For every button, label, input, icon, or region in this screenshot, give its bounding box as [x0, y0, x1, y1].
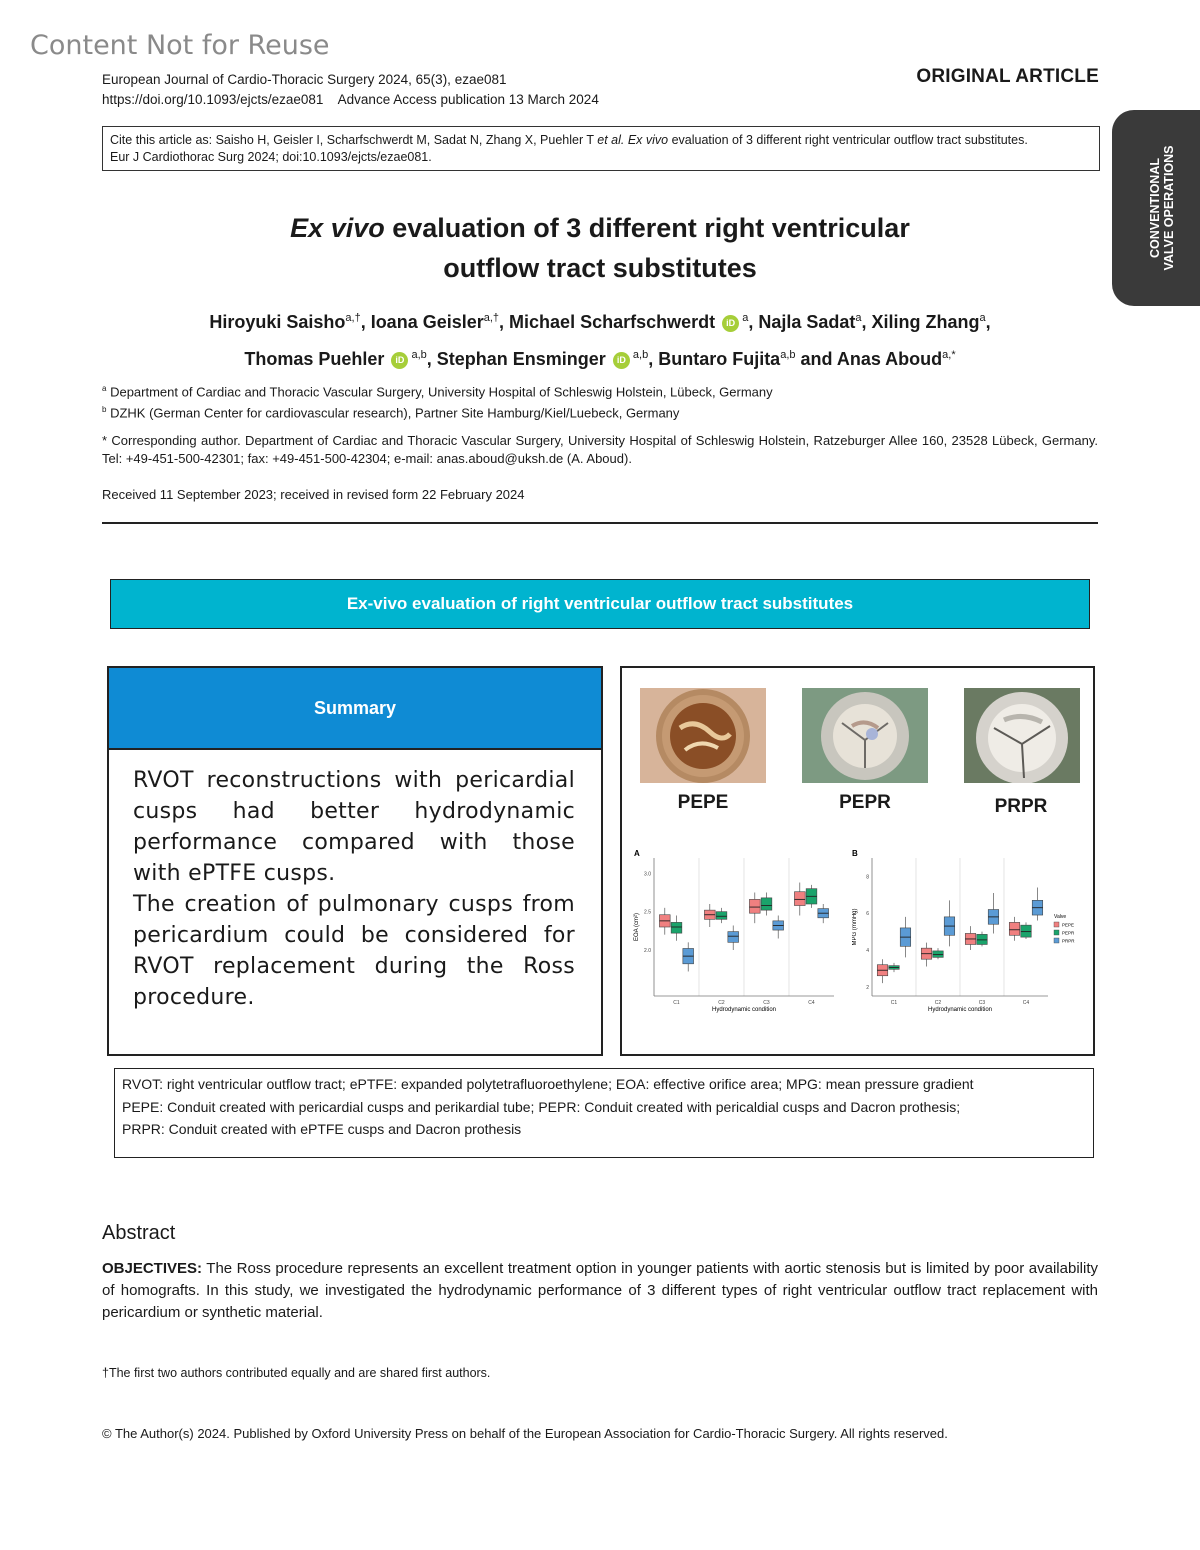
received-dates: Received 11 September 2023; received in revised form 22 February 2024	[102, 487, 525, 502]
box-pepr	[761, 898, 772, 910]
x-tick-label: C4	[808, 1000, 815, 1006]
author-8-affil: a,b	[780, 349, 796, 361]
journal-doi[interactable]: https://doi.org/10.1093/ejcts/ezae081 Advance Access publication 13 March 2024	[102, 92, 599, 107]
article-type: ORIGINAL ARTICLE	[916, 66, 1099, 87]
box-pepr	[933, 951, 943, 957]
affil-b-mark: b	[102, 405, 107, 415]
legend-swatch	[1054, 938, 1059, 943]
objectives-text: The Ross procedure represents an excellent treatment option in younger patients with aortic stenosis but is limited by poor availability of homografts. In this study, we investigated the hydrodynamic performance of 3 different types of right ventricular outflow tract replacement with pericardium or synthetic material.	[102, 1260, 1098, 1321]
orcid-icon[interactable]: iD	[391, 352, 408, 369]
box-pepe	[794, 892, 805, 906]
boxplot-eoa	[630, 846, 842, 1021]
affil-b: DZHK (German Center for cardiovascular research), Partner Site Hamburg/Kiel/Luebeck, Germany	[110, 405, 680, 421]
panel-label: A	[634, 849, 640, 858]
valve-photo-pepr	[802, 688, 928, 783]
y-tick-label: 2.5	[644, 909, 651, 916]
abbreviations-line1: RVOT: right ventricular outflow tract; ePTFE: expanded polytetrafluoroethylene; EOA: effective orifice area; MPG: mean pressure gradient	[122, 1076, 974, 1092]
objectives-label: OBJECTIVES:	[102, 1260, 203, 1277]
objectives-paragraph	[102, 1258, 1098, 1324]
x-axis-label: Hydrodynamic condition	[927, 1007, 993, 1013]
x-tick-label: C3	[763, 1000, 770, 1006]
valve-label-pepr: PEPR	[839, 792, 891, 813]
author-9[interactable]: and Anas Aboud	[795, 349, 943, 369]
divider	[102, 522, 1098, 524]
journal-info	[102, 70, 599, 110]
author-6[interactable]: Thomas Puehler	[244, 349, 385, 369]
y-axis-label: EOA (cm²)	[634, 913, 640, 941]
box-pepr	[977, 934, 987, 944]
journal-citation: European Journal of Cardio-Thoracic Surgery 2024, 65(3), ezae081	[102, 72, 507, 87]
legend-swatch	[1054, 930, 1059, 935]
boxplot-mpg	[852, 846, 1090, 1021]
legend-label: PEPE	[1062, 922, 1075, 928]
author-5-affil: a	[979, 312, 986, 324]
valve-label-pepe: PEPE	[677, 792, 729, 813]
section-tab	[1112, 110, 1200, 306]
x-tick-label: C3	[978, 1000, 986, 1006]
x-tick-label: C4	[1022, 1000, 1030, 1006]
summary-heading: Summary	[109, 668, 601, 750]
figure-panel	[620, 666, 1095, 1056]
abbreviations-line2: PEPE: Conduit created with pericardial cusps and perikardial tube; PEPR: Conduit created with pericaldial cusps and Dacron prothesis;	[122, 1098, 961, 1115]
legend-label: PRPR	[1062, 938, 1075, 944]
orcid-icon[interactable]: iD	[722, 315, 739, 332]
panel-label: B	[852, 849, 858, 858]
abstract-heading: Abstract	[102, 1222, 176, 1244]
author-2-affil: a,†	[483, 312, 500, 324]
corresponding-author: * Corresponding author. Department of Cardiac and Thoracic Vascular Surgery, University Hospital of Schleswig Holstein, Ratzeburger Allee 160, 23528 Lübeck, Germany. Tel: +49-451-500-42301; fax: +49-451-500-42304; e-mail: anas.aboud@uksh.de (A. Aboud).	[102, 433, 1098, 466]
author-3[interactable]: , Michael Scharfschwerdt	[499, 312, 716, 332]
author-list	[120, 302, 1080, 376]
graphical-abstract-banner: Ex-vivo evaluation of right ventricular outflow tract substitutes	[110, 579, 1090, 629]
orcid-icon[interactable]: iD	[613, 352, 630, 369]
author-1-affil: a,†	[345, 312, 361, 324]
affiliations	[102, 380, 773, 423]
watermark: Content Not for Reuse	[30, 30, 330, 61]
y-tick-label: 2.0	[644, 948, 651, 954]
y-axis-label: MPG (mmHg)	[852, 908, 858, 946]
x-tick-label: C1	[890, 1000, 898, 1006]
valve-label-prpr: PRPR	[994, 796, 1048, 817]
summary-paragraph-2: The creation of pulmonary cusps from pericardium could be considered for RVOT replacement during the Ross procedure.	[133, 892, 575, 1010]
author-5[interactable]: , Xiling Zhang	[861, 312, 980, 332]
author-7[interactable]: , Stephan Ensminger	[426, 349, 606, 369]
y-tick-label: 4	[866, 948, 869, 954]
title-italic: Ex vivo	[290, 213, 385, 243]
y-tick-label: 2	[866, 984, 869, 991]
box-pepr	[1021, 925, 1031, 937]
copyright: © The Author(s) 2024. Published by Oxford University Press on behalf of the European Association for Cardio-Thoracic Surgery. All rights reserved.	[102, 1426, 948, 1441]
valve-photo-prpr	[964, 688, 1090, 783]
x-tick-label: C2	[718, 1000, 725, 1006]
author-3-affil: a	[739, 312, 749, 324]
valve-photo-pepe	[640, 688, 766, 783]
abbreviations-box	[114, 1068, 1094, 1158]
box-pepe	[749, 899, 760, 913]
legend-title: Valve	[1054, 914, 1067, 920]
legend-label: PEPR	[1062, 930, 1075, 936]
y-tick-label: 6	[866, 911, 869, 918]
author-9-affil: a,*	[942, 349, 956, 361]
footnote: †The first two authors contributed equally and are shared first authors.	[102, 1366, 491, 1380]
cite-prefix: Cite this article as: Saisho H, Geisler I, Scharfschwerdt M, Sadat N, Zhang X, Puehler T	[110, 133, 598, 147]
box-pepe	[1009, 922, 1019, 935]
cite-etal: et al.	[597, 133, 625, 147]
summary-panel	[107, 666, 603, 1056]
box-pepr	[671, 922, 682, 933]
abbreviations-line3: PRPR: Conduit created with ePTFE cusps and Dacron prothesis	[122, 1121, 522, 1137]
y-tick-label: 8	[866, 874, 869, 881]
box-prpr	[728, 932, 739, 943]
affil-a: Department of Cardiac and Thoracic Vascular Surgery, University Hospital of Schleswig Holstein, Lübeck, Germany	[110, 384, 773, 400]
cite-rest: evaluation of 3 different right ventricular outflow tract substitutes.	[668, 133, 1028, 147]
affil-a-mark: a	[102, 384, 107, 393]
cite-italic: Ex vivo	[624, 133, 669, 147]
author-8[interactable]: , Buntaro Fujita	[648, 349, 781, 369]
title-line2: outflow tract substitutes	[443, 253, 757, 283]
summary-text	[133, 765, 575, 1013]
author-4[interactable]: , Najla Sadat	[748, 312, 856, 332]
author-4-affil: a	[855, 312, 862, 324]
author-7-affil: a,b	[629, 349, 649, 361]
x-tick-label: C2	[934, 1000, 942, 1006]
author-comma: ,	[985, 312, 991, 332]
article-title	[150, 208, 1050, 288]
section-tab-line1: CONVENTIONAL	[1148, 158, 1162, 259]
author-2[interactable]: , Ioana Geisler	[360, 312, 484, 332]
x-tick-label: C1	[673, 1000, 680, 1006]
box-pepr	[716, 912, 727, 920]
title-line1: evaluation of 3 different right ventricular	[384, 213, 910, 243]
section-tab-line2: VALVE OPERATIONS	[1162, 145, 1176, 271]
legend-swatch	[1054, 922, 1059, 927]
author-1[interactable]: Hiroyuki Saisho	[209, 312, 346, 332]
summary-paragraph-1: RVOT reconstructions with pericardial cusps had better hydrodynamic performance compared with those with ePTFE cusps.	[133, 768, 575, 886]
x-axis-label: Hydrodynamic condition	[711, 1007, 777, 1013]
cite-line2: Eur J Cardiothorac Surg 2024; doi:10.1093/ejcts/ezae081.	[110, 150, 432, 164]
y-tick-label: 3.0	[644, 871, 651, 878]
author-6-affil: a,b	[408, 349, 427, 361]
citation-box	[102, 126, 1100, 171]
